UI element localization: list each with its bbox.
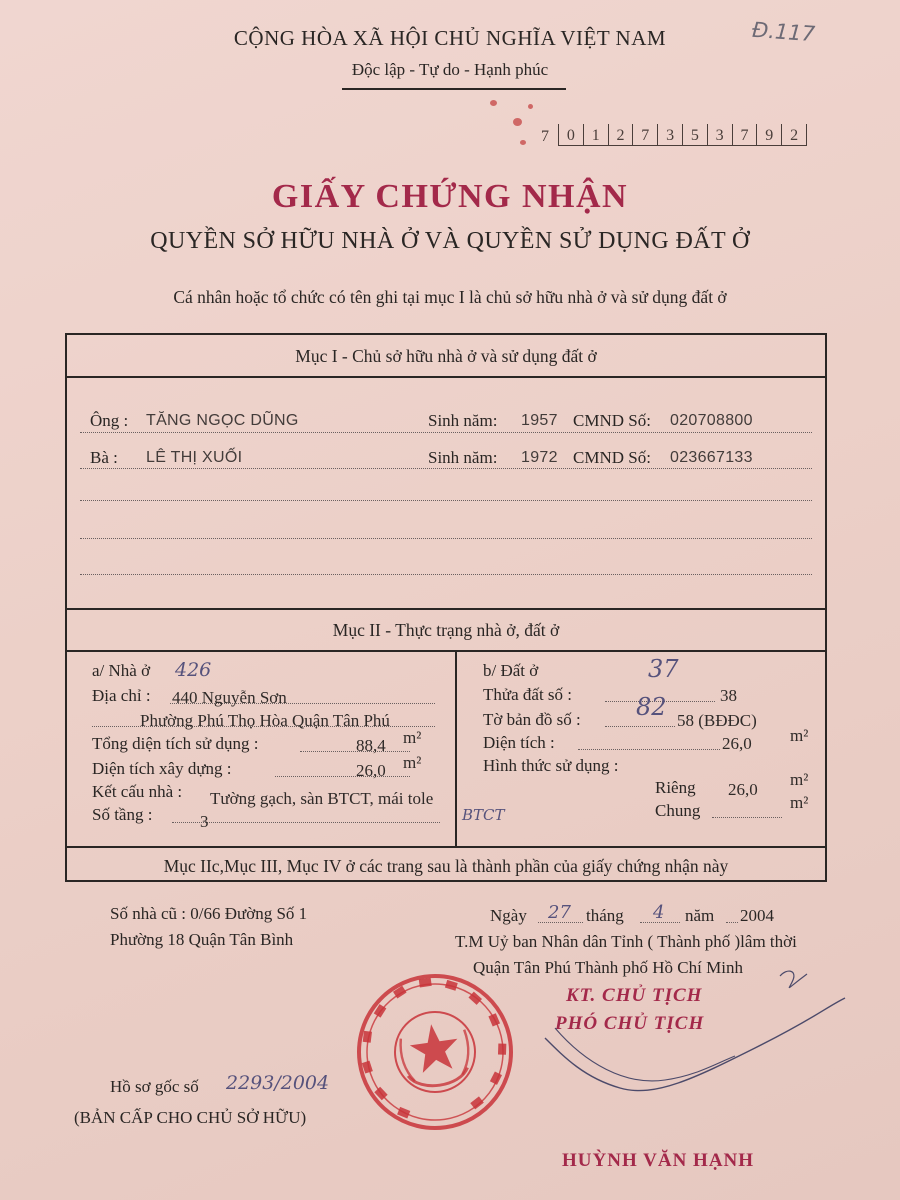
section2-head-divider xyxy=(65,650,827,652)
structure-handwritten-note: BTCT xyxy=(462,806,505,824)
date-day-label: Ngày xyxy=(490,906,527,925)
parcel-value: 38 xyxy=(720,686,737,705)
owner-2-birth: 1972 xyxy=(521,449,558,466)
serial-prefix: 7 xyxy=(541,128,549,145)
ink-blot xyxy=(490,100,497,106)
dotted-line xyxy=(300,751,410,752)
serial-digit: 7 xyxy=(733,124,758,146)
official-seal xyxy=(345,962,526,1143)
address-label: Địa chỉ : xyxy=(92,686,151,705)
private-value: 26,0 xyxy=(728,780,758,799)
dotted-line xyxy=(80,500,812,501)
authority-line-2: Quận Tân Phú Thành phố Hồ Chí Minh xyxy=(473,958,743,977)
owner-1-birth-label: Sinh năm: xyxy=(428,411,498,430)
sign-role-2: PHÓ CHỦ TỊCH xyxy=(555,1013,705,1034)
owner-2-birth-label: Sinh năm: xyxy=(428,448,498,467)
land-label: b/ Đất ở xyxy=(483,661,539,680)
serial-digit: 2 xyxy=(782,124,807,146)
owner-1-title: Ông : xyxy=(90,411,129,430)
corner-handwritten-note: Đ.117 xyxy=(751,17,816,47)
dotted-line xyxy=(80,468,812,469)
dotted-line xyxy=(538,922,583,923)
serial-digit: 7 xyxy=(633,124,658,146)
ink-blot xyxy=(520,140,526,145)
private-label: Riêng xyxy=(655,778,696,797)
dotted-line xyxy=(640,922,680,923)
section1-divider xyxy=(65,376,827,378)
dotted-line xyxy=(275,776,410,777)
parcel-handwritten: 37 xyxy=(648,655,679,683)
total-area-label: Tổng diện tích sử dụng : xyxy=(92,734,259,753)
motto-underline xyxy=(342,88,566,90)
dotted-line xyxy=(172,822,440,823)
record-number: 2293/2004 xyxy=(226,1072,330,1094)
signature-scribble xyxy=(525,968,865,1148)
copy-note: (BẢN CẤP CHO CHỦ SỞ HỮU) xyxy=(74,1108,307,1127)
date-month: 4 xyxy=(653,902,665,923)
owner-2-title: Bà : xyxy=(90,448,118,467)
section2-heading: Mục II - Thực trạng nhà ở, đất ở xyxy=(332,620,560,640)
signer-name: HUỲNH VĂN HẠNH xyxy=(562,1150,755,1171)
section1-heading: Mục I - Chủ sở hữu nhà ở và sử dụng đất ở xyxy=(295,346,597,366)
floors-value: 3 xyxy=(200,812,209,831)
map-value: 58 (BĐĐC) xyxy=(677,711,757,730)
land-area-label: Diện tích : xyxy=(483,733,555,752)
section2-column-divider xyxy=(455,650,457,846)
section-note: Mục IIc,Mục III, Mục IV ở các trang sau là thành phần của giấy chứng nhận này xyxy=(163,856,729,876)
address-line-1: 440 Nguyễn Sơn xyxy=(172,688,287,707)
map-label: Tờ bản đồ số : xyxy=(483,710,581,729)
shared-unit: m² xyxy=(790,793,809,812)
structure-value: Tường gạch, sàn BTCT, mái tole xyxy=(210,789,434,808)
floors-label: Số tầng : xyxy=(92,805,153,824)
address-line-2: Phường Phú Thọ Hòa Quận Tân Phú xyxy=(140,711,390,730)
shared-label: Chung xyxy=(655,801,701,820)
owner-1-id-label: CMND Số: xyxy=(573,411,651,430)
owner-2-id: 023667133 xyxy=(670,449,753,466)
sign-role-1: KT. CHỦ TỊCH xyxy=(566,985,703,1006)
built-area-unit: m² xyxy=(403,753,422,772)
dotted-line xyxy=(80,432,812,433)
house-handwritten-number: 426 xyxy=(175,659,212,681)
private-unit: m² xyxy=(790,770,809,789)
ink-blot xyxy=(528,104,533,109)
national-motto: Độc lập - Tự do - Hạnh phúc xyxy=(351,60,549,79)
owner-1-id: 020708800 xyxy=(670,412,753,429)
date-year-label: năm xyxy=(685,906,715,925)
old-address-line-2: Phường 18 Quận Tân Bình xyxy=(110,930,294,949)
built-area-label: Diện tích xây dựng : xyxy=(92,759,232,778)
dotted-line xyxy=(605,726,675,727)
built-area-value: 26,0 xyxy=(356,761,386,780)
country-name: CỘNG HÒA XÃ HỘI CHỦ NGHĨA VIỆT NAM xyxy=(233,26,667,50)
structure-label: Kết cấu nhà : xyxy=(92,782,183,801)
land-area-unit: m² xyxy=(790,726,809,745)
record-label: Hồ sơ gốc số xyxy=(110,1077,199,1096)
date-year: 2004 xyxy=(740,906,774,925)
serial-digit: 0 xyxy=(559,124,584,146)
serial-digit: 9 xyxy=(757,124,782,146)
section-note-divider xyxy=(65,846,827,848)
serial-digit: 2 xyxy=(609,124,634,146)
serial-number-cells xyxy=(558,124,807,146)
ink-blot xyxy=(513,118,522,126)
section2-top-divider xyxy=(65,608,827,610)
old-address-line-1: Số nhà cũ : 0/66 Đường Số 1 xyxy=(110,904,308,923)
dotted-line xyxy=(80,574,812,575)
house-label: a/ Nhà ở xyxy=(92,661,151,680)
dotted-line xyxy=(80,538,812,539)
map-handwritten: 82 xyxy=(636,693,667,721)
parcel-label: Thửa đất số : xyxy=(483,685,573,704)
dotted-line xyxy=(726,922,738,923)
date-day: 27 xyxy=(548,902,571,923)
dotted-line xyxy=(578,749,720,750)
certificate-title: GIẤY CHỨNG NHẬN xyxy=(271,178,629,215)
date-month-label: tháng xyxy=(586,906,624,925)
certificate-subtitle: QUYỀN SỞ HỮU NHÀ Ở VÀ QUYỀN SỬ DỤNG ĐẤT Ở xyxy=(150,228,750,254)
total-area-value: 88,4 xyxy=(356,736,386,755)
owner-2-name: LÊ THỊ XUỐI xyxy=(146,449,243,466)
serial-digit: 3 xyxy=(708,124,733,146)
certificate-intro: Cá nhân hoặc tổ chức có tên ghi tại mục I là chủ sở hữu nhà ở và sử dụng đất ở xyxy=(173,287,727,307)
owner-1-name: TĂNG NGỌC DŨNG xyxy=(146,412,299,429)
serial-digit: 3 xyxy=(658,124,683,146)
total-area-unit: m² xyxy=(403,728,422,747)
land-area-value: 26,0 xyxy=(722,734,752,753)
serial-digit: 5 xyxy=(683,124,708,146)
usage-label: Hình thức sử dụng : xyxy=(483,756,619,775)
serial-digit: 1 xyxy=(584,124,609,146)
authority-line-1: T.M Uỷ ban Nhân dân Tỉnh ( Thành phố )lâm thời xyxy=(455,932,797,951)
owner-2-id-label: CMND Số: xyxy=(573,448,651,467)
dotted-line xyxy=(712,817,782,818)
owner-1-birth: 1957 xyxy=(521,412,558,429)
